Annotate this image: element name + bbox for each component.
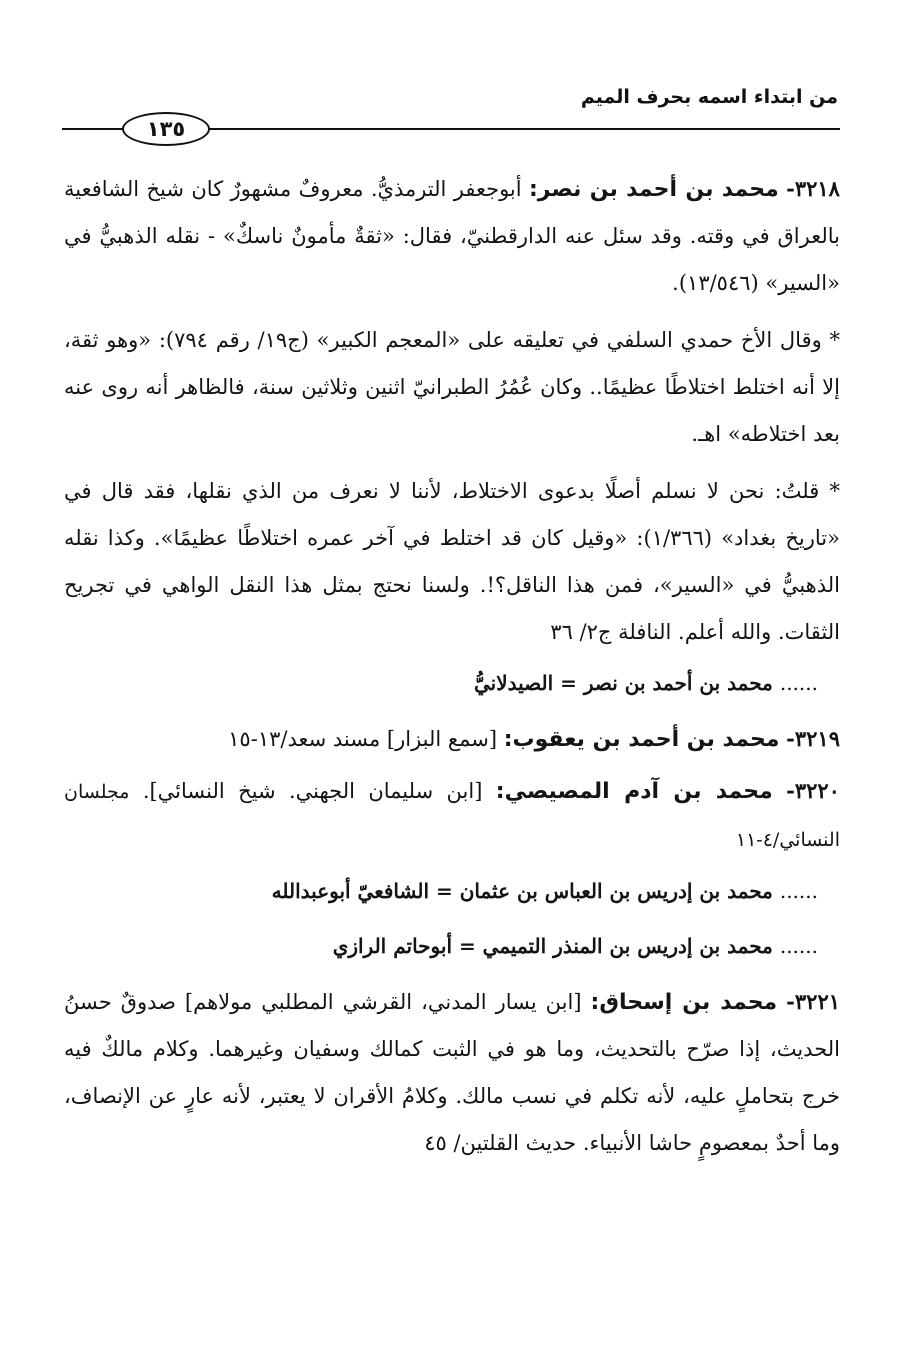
- cross-reference-text: محمد بن إدريس بن العباس بن عثمان = الشافعيّ أبوعبدالله: [271, 879, 773, 903]
- leader-dots: ......: [779, 879, 818, 903]
- entry-3220: [64, 767, 840, 864]
- entry-text: أبوجعفر الترمذيُّ. معروفٌ مشهورٌ كان شيخ الشافعية بالعراق في وقته. وقد سئل عنه الدارقطنيّ، فقال: «ثقةٌ مأمونٌ ناسكٌ» - نقله الذهبيُّ في «السير» (١٣/٥٤٦).: [64, 177, 840, 295]
- entry-3219: [64, 715, 840, 763]
- entry-reference: حديث القلتين/ ٤٥: [424, 1131, 577, 1155]
- entry-3221: [64, 978, 840, 1167]
- cross-reference: [64, 868, 840, 915]
- cross-reference-text: محمد بن إدريس بن المنذر التميمي = أبوحاتم الرازي: [332, 934, 773, 958]
- entry-number: ٣٢٢٠-: [786, 778, 840, 803]
- entry-name: محمد بن أحمد بن نصر:: [528, 177, 779, 202]
- entry-name: محمد بن آدم المصيصي:: [495, 779, 773, 804]
- entry-reference: النافلة ج٢/ ٣٦: [550, 620, 672, 644]
- entry-3218-note-2: [64, 468, 840, 656]
- entry-number: ٣٢١٩-: [786, 726, 840, 751]
- entry-number: ٣٢١٨-: [786, 176, 840, 201]
- entry-text: * قلتُ: نحن لا نسلم أصلًا بدعوى الاختلاط، لأننا لا نعرف من الذي نقلها، فقد قال في «تاريخ بغداد» (١/٣٦٦): «وقيل كان قد اختلط في آخر عمره اختلاطًا عظيمًا». وكذا نقله الذهبيُّ في «السير»، فمن هذا الناقل؟!. ولسنا نحتج بمثل هذا النقل الواهي في تجريح الثقات. والله أعلم.: [64, 479, 841, 644]
- leader-dots: ......: [779, 671, 818, 695]
- cross-reference: [64, 660, 840, 707]
- entry-3218: [64, 165, 840, 307]
- entry-text: [ابن يسار المدني، القرشي المطلبي مولاهم] صدوقٌ حسنُ الحديث، إذا صرّح بالتحديث، وما هو في الثبت كمالك وسفيان وغيرهما. وكلام مالكٌ فيه خرج بتحاملٍ عليه، لأنه تكلم في نسب مالك. وكلامُ الأقران لا يعتبر، لأنه عارٍ عن الإنصاف، وما أحدٌ بمعصومٍ حاشا الأنبياء.: [64, 990, 840, 1155]
- entry-reference: مجلسان النسائي/٤-١١: [64, 781, 840, 851]
- entry-name: محمد بن أحمد بن يعقوب:: [503, 727, 780, 752]
- page-body: [64, 165, 840, 1177]
- cross-reference-text: محمد بن أحمد بن نصر = الصيدلانيُّ: [473, 671, 773, 695]
- page-number-badge: ١٣٥: [122, 112, 210, 146]
- running-header-title: من ابتداء اسمه بحرف الميم: [580, 86, 838, 108]
- cross-reference: [64, 923, 840, 970]
- entry-text: [سمع البزار] مسند سعد/١٣-١٥: [228, 727, 498, 751]
- leader-dots: ......: [779, 934, 818, 958]
- entry-number: ٣٢٢١-: [786, 989, 841, 1014]
- entry-text: [ابن سليمان الجهني. شيخ النسائي].: [142, 779, 483, 803]
- entry-name: محمد بن إسحاق:: [590, 990, 778, 1015]
- entry-3218-note-1: * وقال الأخ حمدي السلفي في تعليقه على «المعجم الكبير» (ج١٩/ رقم ٧٩٤): «وهو ثقة، إلا أنه اختلط اختلاطًا عظيمًا.. وكان عُمُرُ الطبرانيّ اثنين وثلاثين سنة، فالظاهر أنه روى عنه بعد اختلاطه» اهـ.: [64, 328, 840, 446]
